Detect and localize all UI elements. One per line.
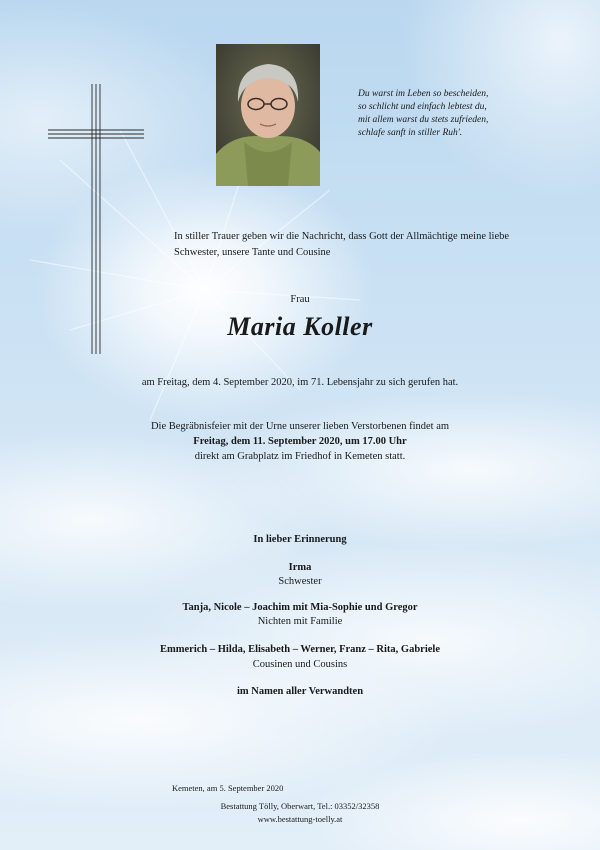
- name-prefix: Frau: [290, 294, 310, 305]
- deceased-name: Maria Koller: [227, 312, 373, 341]
- mourners-heading: In lieber Erinnerung: [253, 534, 347, 545]
- mourner-relation: Cousinen und Cousins: [252, 659, 348, 670]
- funeral-location: direkt am Grabplatz im Friedhof in Kemeten statt.: [194, 451, 406, 462]
- intro-text: In stiller Trauer geben wir die Nachricht, dass Gott der Allmächtige meine liebe Schwester, unsere Tante und Cousine: [174, 231, 510, 258]
- poem: [358, 88, 558, 140]
- poem-line: Du warst im Leben so bescheiden,: [358, 89, 489, 99]
- mourners-closing: im Namen aller Verwandten: [236, 686, 364, 697]
- undertaker-contact: Bestattung Tölly, Oberwart, Tel.: 03352/32358: [220, 801, 380, 811]
- place-date: Kemeten, am 5. September 2020: [172, 783, 284, 793]
- mourner-relation: Schwester: [278, 576, 322, 587]
- death-notice: am Freitag, dem 4. September 2020, im 71. Lebensjahr zu sich gerufen hat.: [141, 377, 459, 388]
- mourner-names: Emmerich – Hilda, Elisabeth – Werner, Franz – Rita, Gabriele: [160, 644, 440, 655]
- mourner-names: Irma: [288, 562, 312, 573]
- poem-line: schlafe sanft in stiller Ruh'.: [358, 128, 463, 138]
- portrait-photo: [216, 44, 320, 186]
- poem-line: so schlicht und einfach lebtest du,: [358, 102, 487, 112]
- poem-line: mit allem warst du stets zufrieden,: [358, 115, 489, 125]
- mourner-names: Tanja, Nicole – Joachim mit Mia-Sophie und Gregor: [182, 602, 418, 613]
- funeral-info-line: Die Begräbnisfeier mit der Urne unserer lieben Verstorbenen findet am: [150, 421, 450, 432]
- funeral-date: Freitag, dem 11. September 2020, um 17.00 Uhr: [193, 436, 407, 447]
- undertaker-website: www.bestattung-toelly.at: [257, 814, 343, 824]
- mourner-relation: Nichten mit Familie: [257, 616, 343, 627]
